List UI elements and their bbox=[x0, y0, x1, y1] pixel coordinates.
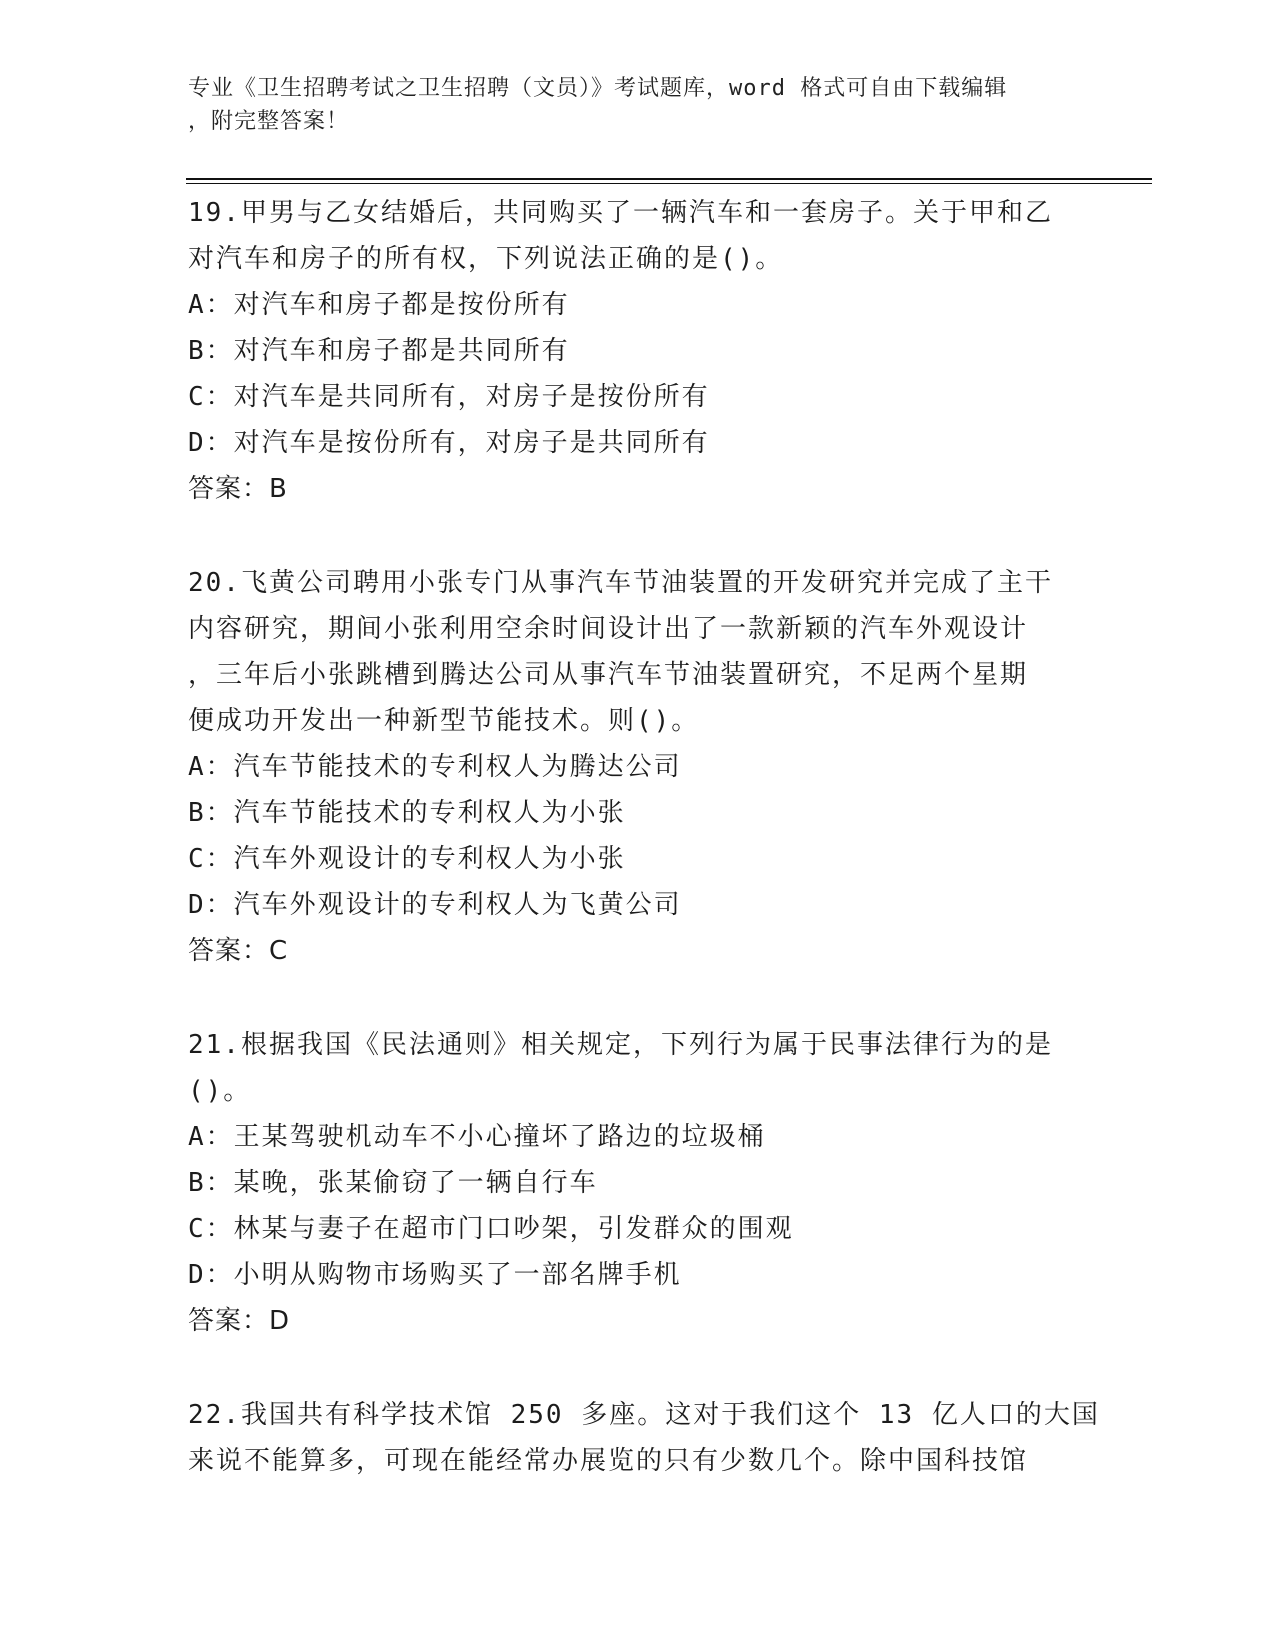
answer-label: 答案：D bbox=[188, 1306, 291, 1336]
option-b: B：汽车节能技术的专利权人为小张 bbox=[188, 798, 626, 828]
option-b: B：对汽车和房子都是共同所有 bbox=[188, 336, 570, 366]
header-line-1: 专业《卫生招聘考试之卫生招聘（文员）》考试题库，word 格式可自由下载编辑 bbox=[188, 76, 1008, 101]
question-stem-line: ()。 bbox=[188, 1076, 252, 1106]
question-stem-line: 19.甲男与乙女结婚后，共同购买了一辆汽车和一套房子。关于甲和乙 bbox=[188, 198, 1053, 228]
question-stem-line: 对汽车和房子的所有权，下列说法正确的是()。 bbox=[188, 244, 784, 274]
question-21 bbox=[188, 1022, 1088, 1344]
question-19 bbox=[188, 190, 1088, 512]
header-divider-thick bbox=[186, 178, 1152, 180]
option-c: C：林某与妻子在超市门口吵架，引发群众的围观 bbox=[188, 1214, 794, 1244]
question-stem-line: 来说不能算多，可现在能经常办展览的只有少数几个。除中国科技馆 bbox=[188, 1446, 1029, 1476]
option-d: D：小明从购物市场购买了一部名牌手机 bbox=[188, 1260, 682, 1290]
question-stem-line: ，三年后小张跳槽到腾达公司从事汽车节油装置研究，不足两个星期 bbox=[188, 660, 1029, 690]
question-stem-line: 20.飞黄公司聘用小张专门从事汽车节油装置的开发研究并完成了主干 bbox=[188, 568, 1053, 598]
question-22 bbox=[188, 1392, 1100, 1484]
question-stem-line: 22.我国共有科学技术馆 250 多座。这对于我们这个 13 亿人口的大国 bbox=[188, 1400, 1100, 1430]
option-c: C：对汽车是共同所有，对房子是按份所有 bbox=[188, 382, 710, 412]
header-line-2: ，附完整答案！ bbox=[188, 109, 350, 134]
question-stem-line: 内容研究，期间小张利用空余时间设计出了一款新颖的汽车外观设计 bbox=[188, 614, 1029, 644]
option-a: A：对汽车和房子都是按份所有 bbox=[188, 290, 570, 320]
option-d: D：汽车外观设计的专利权人为飞黄公司 bbox=[188, 890, 682, 920]
option-d: D：对汽车是按份所有，对房子是共同所有 bbox=[188, 428, 710, 458]
question-stem-line: 21.根据我国《民法通则》相关规定，下列行为属于民事法律行为的是 bbox=[188, 1030, 1053, 1060]
answer-label: 答案：C bbox=[188, 936, 289, 966]
option-a: A：汽车节能技术的专利权人为腾达公司 bbox=[188, 752, 682, 782]
option-c: C：汽车外观设计的专利权人为小张 bbox=[188, 844, 626, 874]
question-stem-line: 便成功开发出一种新型节能技术。则()。 bbox=[188, 706, 700, 736]
header-divider-thin bbox=[186, 183, 1152, 184]
option-b: B：某晚，张某偷窃了一辆自行车 bbox=[188, 1168, 598, 1198]
document-header bbox=[188, 72, 1068, 138]
question-20 bbox=[188, 560, 1088, 974]
answer-label: 答案：B bbox=[188, 474, 288, 504]
question-list bbox=[188, 190, 1100, 1532]
option-a: A：王某驾驶机动车不小心撞坏了路边的垃圾桶 bbox=[188, 1122, 766, 1152]
